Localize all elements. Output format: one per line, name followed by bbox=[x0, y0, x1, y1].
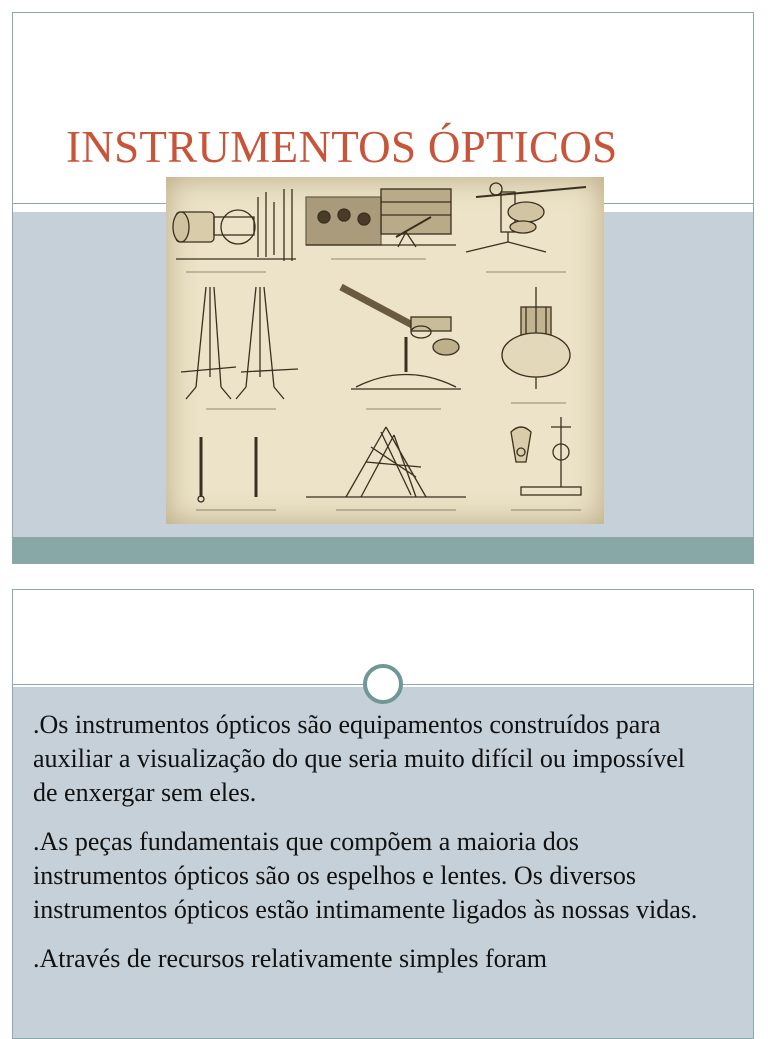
bullet-marker: . bbox=[33, 944, 40, 973]
drawing-street-telescope bbox=[306, 189, 456, 259]
paragraph-definition bbox=[33, 708, 713, 810]
bullet-marker: . bbox=[33, 710, 40, 739]
body-text bbox=[33, 708, 713, 991]
drawing-tripod-stands bbox=[181, 287, 298, 409]
drawing-stand-apparatus bbox=[511, 417, 581, 510]
paragraph-resources bbox=[33, 942, 713, 976]
optical-instruments-engraving-image bbox=[166, 177, 604, 524]
divider-circle-ornament bbox=[363, 664, 403, 704]
paragraph-text: Através de recursos relativamente simples foram bbox=[39, 944, 548, 973]
paragraph-text: As peças fundamentais que compõem a maioria dos instrumentos ópticos são os espelhos e lentes. Os diversos instrumentos ópticos estão intimamente ligados às nossas vidas. bbox=[33, 827, 698, 924]
drawing-globe-lamp bbox=[502, 287, 570, 403]
footer-band bbox=[13, 537, 753, 563]
paragraph-components bbox=[33, 825, 713, 927]
drawing-microscope-small bbox=[466, 183, 586, 272]
drawing-thermometers bbox=[196, 437, 276, 510]
slide-definition bbox=[12, 589, 754, 1039]
paragraph-text: Os instrumentos ópticos são equipamentos construídos para auxiliar a visualização do que seria muito difícil ou impossível de enxergar sem eles. bbox=[33, 710, 685, 807]
bullet-marker: . bbox=[33, 827, 40, 856]
drawing-great-telescope bbox=[306, 427, 466, 510]
drawing-compound-microscope bbox=[341, 287, 461, 409]
slide-title bbox=[12, 12, 754, 564]
drawing-projector bbox=[173, 189, 296, 272]
slide-title-text: INSTRUMENTOS ÓPTICOS bbox=[66, 122, 618, 172]
